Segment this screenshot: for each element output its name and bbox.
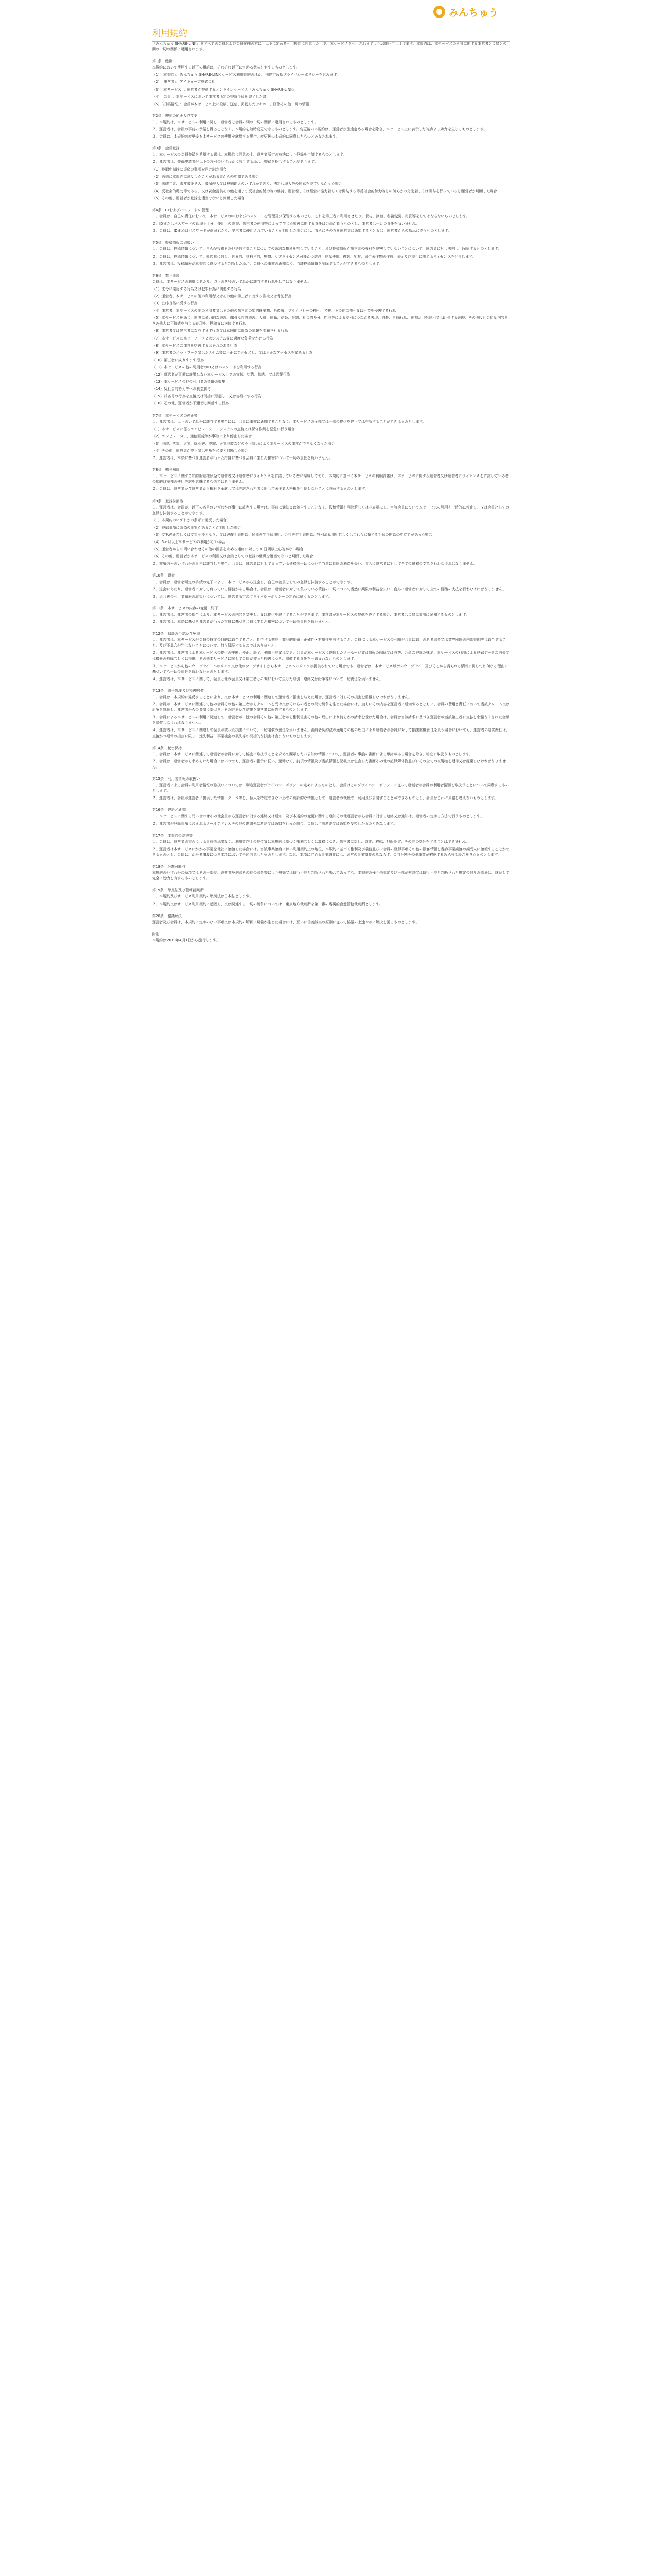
- article-paragraph: （15）前各号の行為を直接又は間接に惹起し、又は容易にする行為: [152, 394, 261, 399]
- article-title: 第10条 退会: [152, 573, 175, 578]
- article-title: 第9条 登録抹消等: [152, 499, 184, 503]
- article-paragraph: １．会員は、運営者の書面による事前の承諾なく、利用契約上の地位又は本規約に基づく権利若しくは義務につき、第三者に対し、譲渡、移転、担保設定、その他の処分をすることはできません。: [152, 839, 470, 844]
- article-title: 第18条 分離可能性: [152, 865, 186, 869]
- article-paragraph: 会員は、本サービスの利用にあたり、以下の各号のいずれかに該当する行為をしてはなりません。: [152, 279, 311, 284]
- page: [152, 0, 510, 2576]
- article-title: 第4条 IDおよびパスワードの管理: [152, 208, 209, 212]
- article-paragraph: ２．会員は、投稿情報について、運営者に対し、世界的、非独占的、無償、サブライセンス可能かつ譲渡可能な使用、複製、配布、派生著作物の作成、表示及び実行に関するライセンスを付与します。: [152, 254, 476, 259]
- article-section: [152, 208, 510, 234]
- article-title: 第15条 利用者情報の取扱い: [152, 777, 200, 781]
- article-paragraph: ３．本サービスから他のウェブサイトへのリンク又は他のウェブサイトから本サービスへのリンクが提供されている場合でも、運営者は、本サービス以外のウェブサイト及びそこから得られる情報に関して如何なる理由に基づいても一切の責任を負わないものとします。: [152, 664, 508, 674]
- article-section: [152, 240, 510, 266]
- article-paragraph: ２．運営者は、運営者による本サービスの提供の中断、停止、終了、利用不能又は変更、会員が本サービスに送信したメッセージ又は情報の削除又は消失、会員の登録の抹消、本サービスの利用による登録データの消失又は機器の故障若しくは損傷、その他本サービスに関して会員が被った損害につき、賠償する責任を一切負わないものとします。: [152, 651, 509, 661]
- article-section: [152, 864, 510, 882]
- article-section: [152, 113, 510, 140]
- article-paragraph: （1）本サービスに係るコンピューター・システムの点検又は保守作業を緊急に行う場合: [152, 427, 295, 431]
- article-title: 第1条 総則: [152, 59, 173, 64]
- article-paragraph: １．本規約は、本サービスの利用に関し、運営者と会員の間の一切の関係に適用されるものとします。: [152, 120, 318, 124]
- article-title: 第17条 本規約の譲渡等: [152, 833, 193, 838]
- article-section: [152, 631, 510, 682]
- article-paragraph: （2）過去に本規約に違反したことがある者からの申請である場合: [152, 174, 259, 179]
- article-section: [152, 745, 510, 770]
- article-section: [152, 467, 510, 492]
- article-paragraph: １．会員は、投稿情報について、自らが投稿その他送信することについての適法な権利を有していること、及び投稿情報が第三者の権利を侵害していないことについて、運営者に対し表明し、保証するものとします。: [152, 247, 502, 251]
- article-section: [152, 273, 510, 407]
- article-paragraph: （1）登録申請時に虚偽の事項を届け出た場合: [152, 167, 227, 172]
- article-paragraph: １．本サービスに関する知的財産権は全て運営者又は運営者にライセンスを許諾している者に帰属しており、本規約に基づく本サービスの利用許諾は、本サービスに関する運営者又は運営者にライセンスを許諾している者の知的財産権の使用許諾を意味するものではありません。: [152, 474, 509, 484]
- article-paragraph: （4）「会員」：本サービスにおいて運営者所定の登録手続を完了した者: [152, 94, 267, 99]
- article-paragraph: （3）公序良俗に反する行為: [152, 301, 198, 306]
- article-paragraph: 本規約は2019年4月1日から施行します。: [152, 938, 220, 942]
- article-paragraph: （10）第三者に成りすます行為: [152, 358, 204, 362]
- article-section: [152, 413, 510, 462]
- article-paragraph: ４．運営者は、本サービスに関連して会員が被った損害について、一切賠償の責任を負いません。消費者契約法の適用その他の理由により運営者が会員に対して損害賠償責任を負う場合においても、運営者の賠償責任は、直接かつ通常の損害に限り、逸失利益、事業機会の喪失等の間接的な損害は含まないものとします。: [152, 728, 510, 738]
- article-paragraph: ２．IDまたはパスワードの管理不十分、使用上の過誤、第三者の使用等によって生じた損害に関する責任は会員が負うものとし、運営者は一切の責任を負いません。: [152, 222, 420, 226]
- article-paragraph: ２．運営者は、本条に基づき運営者が行った措置に基づき会員に生じた損害について一切の責任を負いません。: [152, 620, 333, 624]
- article-paragraph: ２．運営者は本サービスにかかる事業を他社に譲渡した場合には、当該事業譲渡に伴い利用契約上の地位、本規約に基づく権利及び義務並びに会員の登録事項その他の顧客情報を当該事業譲渡の譲受人に譲渡することができるものとし、会員は、かかる譲渡につき本項において予め同意したものとします。なお、本項に定める事業譲渡には、通常の事業譲渡のみならず、会社分割その他事業が移転するあらゆる場合を含むものとします。: [152, 846, 509, 857]
- article-paragraph: （3）地震、落雷、火災、風水害、停電、天災地変などの不可抗力により本サービスの運営ができなくなった場合: [152, 441, 335, 446]
- logo-text: みんちゅう: [449, 7, 499, 19]
- article-paragraph: （1）本規約のいずれかの条項に違反した場合: [152, 518, 227, 522]
- article-paragraph: （6）その他、運営者が本サービスの利用又は会員としての登録の継続を適当でないと判断した場合: [152, 554, 313, 559]
- article-paragraph: （8）本サービスの運営を妨害するおそれのある行為: [152, 343, 238, 348]
- article-paragraph: １．運営者は、本サービスが会員の特定の目的に適合すること、期待する機能・商品的価値・正確性・有用性を有すること、会員による本サービスの利用が会員に適用のある法令又は業界団体の内部規則等に適合すること、及び不具合が生じないことについて、何ら保証するものではありません。: [152, 638, 506, 648]
- article-section: [152, 59, 510, 107]
- article-paragraph: 本規約において使用する以下の用語は、それぞれ以下に定める意味を有するものとします。: [152, 65, 300, 70]
- article-paragraph: １．本規約及びサービス利用契約の準拠法は日本法とします。: [152, 894, 253, 899]
- article-paragraph: （5）「投稿情報」：会員が本サービス上に投稿、送信、掲載したテキスト、画像その他一切の情報: [152, 101, 309, 106]
- article-paragraph: ２．会員は、運営者及び運営者から権利を承継し又は許諾された者に対して著作者人格権を行使しないことに同意するものとします。: [152, 487, 369, 492]
- article-paragraph: （5）その他、運営者が登録を適当でないと判断した場合: [152, 196, 245, 200]
- article-title: 第16条 連絡／通知: [152, 808, 186, 812]
- article-paragraph: １．本サービスの会員登録を希望する者は、本規約に同意の上、運営者所定の方法により登録を申請するものとします。: [152, 152, 347, 157]
- article-paragraph: （5）運営者からの問い合わせその他の回答を求める連絡に対して30日間以上応答がない場合: [152, 547, 304, 552]
- article-paragraph: １．運営者による会員の利用者情報の取扱いについては、別途運営者プライバシーポリシーの定めによるものとし、会員はこのプライバシーポリシーに従って運営者が会員の利用者情報を取扱うことについて同意するものとします。: [152, 783, 509, 793]
- article-section: [152, 888, 510, 907]
- article-section: [152, 606, 510, 625]
- article-title: 附則: [152, 931, 159, 936]
- article-paragraph: ２．退会にあたり、運営者に対して負っている債務がある場合は、会員は、運営者に対して負っている債務の一切について当然に期限の利益を失い、直ちに運営者に対して全ての債務の支払を行わなければなりません。: [152, 587, 506, 591]
- article-paragraph: （7）本サービスのネットワーク又はシステム等に過度な負荷をかける行為: [152, 336, 273, 341]
- article-paragraph: （4）反社会的勢力等である、又は資金提供その他を通じて反社会的勢力等の維持、運営若しくは経営に協力若しくは関与する等反社会的勢力等との何らかの交流若しくは関与を行っていると運営者が判断した場合: [152, 189, 498, 193]
- article-paragraph: （12）運営者が事前に許諾しない本サービス上での宣伝、広告、勧誘、又は営業行為: [152, 372, 290, 377]
- article-section: [152, 573, 510, 599]
- article-section: [152, 499, 510, 567]
- article-title: 第19条 準拠法及び管轄裁判所: [152, 888, 204, 893]
- article-paragraph: ２．運営者は、会員が運営者に提供した情報、データ等を、個人を特定できない形での統計的な情報として、運営者の裁量で、利用及び公開することができるものとし、会員はこれに異議を唱えないものとします。: [152, 796, 499, 801]
- article-title: 第3条 会員登録: [152, 146, 180, 151]
- article-section: [152, 146, 510, 201]
- article-section: [152, 833, 510, 858]
- article-paragraph: （9）運営者のネットワーク又はシステム等に不正にアクセスし、又は不正なアクセスを試みる行為: [152, 350, 313, 355]
- article-paragraph: １．運営者は、運営者の都合により、本サービスの内容を変更し、又は提供を終了することができます。運営者が本サービスの提供を終了する場合、運営者は会員に事前に通知するものとします。: [152, 612, 469, 617]
- article-paragraph: ２．運営者が登録事項に含まれるメールアドレスその他の連絡先に連絡又は通知を行った場合、会員は当該連絡又は通知を受領したものとみなします。: [152, 821, 398, 826]
- article-paragraph: １．運営者は、以下のいずれかに該当する場合には、会員に事前に通知することなく、本サービスの全部又は一部の提供を停止又は中断することができるものとします。: [152, 419, 426, 424]
- article-paragraph: （11）本サービスの他の利用者のID又はパスワードを利用する行為: [152, 365, 262, 369]
- article-section: [152, 688, 510, 739]
- article-section: [152, 931, 510, 943]
- article-paragraph: １．会員は、運営者所定の手続の完了により、本サービスから退会し、自己の会員としての登録を抹消することができます。: [152, 580, 354, 584]
- article-title: 第6条 禁止事項: [152, 273, 180, 278]
- page-title-bar: [152, 26, 510, 42]
- article-paragraph: （2）「運営者」：アイキューブ株式会社: [152, 80, 216, 84]
- article-section: [152, 807, 510, 826]
- article-paragraph: １．会員は、自己の責任において、本サービスのIDおよびパスワードを管理及び保管するものとし、これを第三者に利用させたり、貸与、譲渡、名義変更、売買等をしてはならないものとします。: [152, 214, 470, 219]
- article-paragraph: （5）本サービスを通じ、過度に暴力的な表現、露骨な性的表現、人種、国籍、信条、性別、社会的身分、門地等による差別につながる表現、自殺、自傷行為、薬物乱用を誘引又は助長する表現、その他反社会的な内容を含み他人に不快感を与える表現を、投稿又は送信する行為: [152, 316, 508, 326]
- page-title: 利用規約: [152, 28, 187, 39]
- article-paragraph: （1）「本規約」：みんちゅう SHARE-LINK サービス利用規約のほか、別途定めるプライバシーポリシーを含みます。: [152, 73, 341, 77]
- article-title: 第5条 投稿情報の取扱い: [152, 241, 194, 245]
- article-paragraph: １．運営者は、会員が、以下の各号のいずれかの事由に該当する場合は、事前に通知又は催告することなく、投稿情報を削除若しくは非表示にし、当該会員について本サービスの利用を一時的に停止し、又は会員としての登録を抹消することができます。: [152, 505, 509, 515]
- article-paragraph: １．会員は、本サービスに関連して運営者が会員に対して秘密に取扱うことを求めて開示した非公知の情報について、運営者の事前の書面による承諾がある場合を除き、秘密に取扱うものとします。: [152, 752, 473, 756]
- article-paragraph: （2）コンピューター、通信回線等が事故により停止した場合: [152, 434, 252, 438]
- article-title: 第8条 権利帰属: [152, 468, 180, 472]
- article-paragraph: ３．運営者は、投稿情報が本規約に違反すると判断した場合、会員への事前の通知なく、当該投稿情報を削除することができるものとします。: [152, 261, 383, 266]
- article-paragraph: ２．会員が、本サービスに関連して他の会員その他の第三者からクレームを受け又はそれらの者との間で紛争を生じた場合には、直ちにその内容を運営者に通知するとともに、会員の費用と責任において当該クレーム又は紛争を処理し、運営者からの要請に基づき、その経過及び結果を運営者に報告するものとします。: [152, 702, 509, 713]
- article-paragraph: ３．会員は、IDまたはパスワードが盗まれたり、第三者に使用されていることが判明した場合には、直ちにその旨を運営者に通知するとともに、運営者からの指示に従うものとします。: [152, 229, 452, 233]
- article-paragraph: （3）未成年者、成年被後見人、被保佐人又は被補助人のいずれかであり、法定代理人等の同意を得ていなかった場合: [152, 181, 342, 186]
- article-paragraph: ２．前項各号のいずれかの事由に該当した場合、会員は、運営者に対して負っている債務の一切について当然に期限の利益を失い、直ちに運営者に対して全ての債務の支払を行わなければなりません。: [152, 562, 477, 566]
- article-title: 第7条 本サービスの停止等: [152, 413, 198, 418]
- article-title: 第20条 協議解決: [152, 913, 182, 918]
- terms-body: [152, 41, 510, 950]
- article-paragraph: １．本サービスに関する問い合わせその他会員から運営者に対する連絡又は通知、及び本規約の変更に関する通知その他運営者から会員に対する連絡又は通知は、運営者の定める方法で行うものとします。: [152, 814, 484, 819]
- article-paragraph: （16）その他、運営者が不適切と判断する行為: [152, 401, 229, 406]
- article-paragraph: 本規約のいずれかの条項又はその一部が、消費者契約法その他の法令等により無効又は執行不能と判断された場合であっても、本規約の残りの規定及び一部が無効又は執行不能と判断された規定の残りの部分は、継続して完全に効力を有するものとします。: [152, 871, 509, 881]
- article-paragraph: ２．会員は、運営者から求められた場合にはいつでも、運営者の指示に従い、遅滞なく、前項の情報及び当該情報を記載又は包含した書面その他の記録媒体物並びにその全ての複製物を返却又は廃棄しなければなりません。: [152, 759, 506, 769]
- article-title: 第13条 紛争処理及び損害賠償: [152, 688, 204, 693]
- article-paragraph: ３．会員による本サービスの利用に関連して、運営者が、他の会員その他の第三者から権利侵害その他の理由により何らかの請求を受けた場合は、会員は当該請求に基づき運営者が当該第三者に支払を余儀なくされた金額を賠償しなければなりません。: [152, 715, 509, 725]
- article-paragraph: ２．本規約又はサービス利用契約に起因し、又は関連する一切の紛争については、東京地方裁判所を第一審の専属的合意管轄裁判所とします。: [152, 902, 383, 906]
- article-section: [152, 913, 510, 925]
- article-paragraph: ４．運営者は、本サービスに関して、会員と他の会員又は第三者との間において生じた取引、連絡又は紛争等について一切責任を負いません。: [152, 676, 384, 681]
- article-paragraph: （3）支払停止若しくは支払不能となり、又は破産手続開始、民事再生手続開始、会社更生手続開始、特別清算開始若しくはこれらに類する手続の開始の申立てがあった場合: [152, 533, 433, 537]
- article-paragraph: （4）運営者、本サービスの他の利用者又はその他の第三者の知的財産権、肖像権、プライバシーの権利、名誉、その他の権利又は利益を侵害する行為: [152, 309, 396, 313]
- article-paragraph: （13）本サービスの他の利用者の情報の収集: [152, 380, 225, 384]
- article-paragraph: （14）反社会的勢力等への利益供与: [152, 387, 211, 392]
- article-paragraph: ３．会員は、本規約の変更後も本サービスの使用を継続する場合、変更後の本規約に同意したものとみなされます。: [152, 134, 340, 139]
- article-paragraph: １．会員は、本規約に違反することにより、又は本サービスの利用に関連して運営者に損害を与えた場合、運営者に対しその損害を賠償しなければなりません。: [152, 694, 412, 699]
- logo-icon: [433, 6, 445, 18]
- article-paragraph: （3）「本サービス」：運営者が提供するオンラインサービス「みんちゅう SHARE-LINK」: [152, 87, 296, 92]
- article-paragraph: 運営者及び会員は、本規約に定めのない事項又は本規約の解釈に疑義が生じた場合には、互いに信義誠実の原則に従って協議の上速やかに解決を図るものとします。: [152, 920, 419, 924]
- article-paragraph: （4）その他、運営者が停止又は中断を必要と判断した場合: [152, 448, 249, 453]
- article-title: 第2条 規約の範囲及び変更: [152, 113, 198, 118]
- article-paragraph: （4）6ヶ月以上本サービスの利用がない場合: [152, 540, 225, 545]
- article-title: 第11条 本サービスの内容の変更、終了: [152, 606, 218, 611]
- article-paragraph: （1）法令に違反する行為又は犯罪行為に関連する行為: [152, 286, 241, 291]
- article-title: 第14条 秘密保持: [152, 745, 182, 750]
- article-paragraph: ２．運営者は、会員の事前の承諾を得ることなく、本規約を随時変更できるものとします。変更後の本規約は、運営者が別途定める場合を除き、本サービス上に表示した時点より効力を生じるものとします。: [152, 127, 487, 132]
- article-paragraph: （6）運営者又は第三者になりすます行為又は意図的に虚偽の情報を流布させる行為: [152, 329, 288, 333]
- article-paragraph: （2）登録事項に虚偽の事実があることが判明した場合: [152, 525, 241, 530]
- site-logo[interactable]: [433, 5, 503, 19]
- article-paragraph: ２．運営者は、本条に基づき運営者が行った措置に基づき会員に生じた損害について一切の責任を負いません。: [152, 456, 333, 461]
- article-section: [152, 776, 510, 801]
- article-paragraph: （2）運営者、本サービスの他の利用者又はその他の第三者に対する詐欺又は脅迫行為: [152, 294, 292, 298]
- intro-text: 「みんちゅう SHARE-LINK」をすべての会員および会員候補の方に、以下に定める利用規約に同意した上で、本サービスを利用されますようお願い申し上げます。本規約は、本サービスの利用に関する運営者と会員との間の一切の関係に適用されます。: [152, 42, 507, 52]
- article-paragraph: ２．運営者は、登録申請者が以下の各号のいずれかに該当する場合、登録を拒否することがあります。: [152, 160, 318, 164]
- article-paragraph: ３．退会後の利用者情報の取扱いについては、運営者所定のプライバシーポリシーの定めに従うものとします。: [152, 594, 332, 599]
- article-title: 第12条 保証の否認及び免責: [152, 632, 200, 636]
